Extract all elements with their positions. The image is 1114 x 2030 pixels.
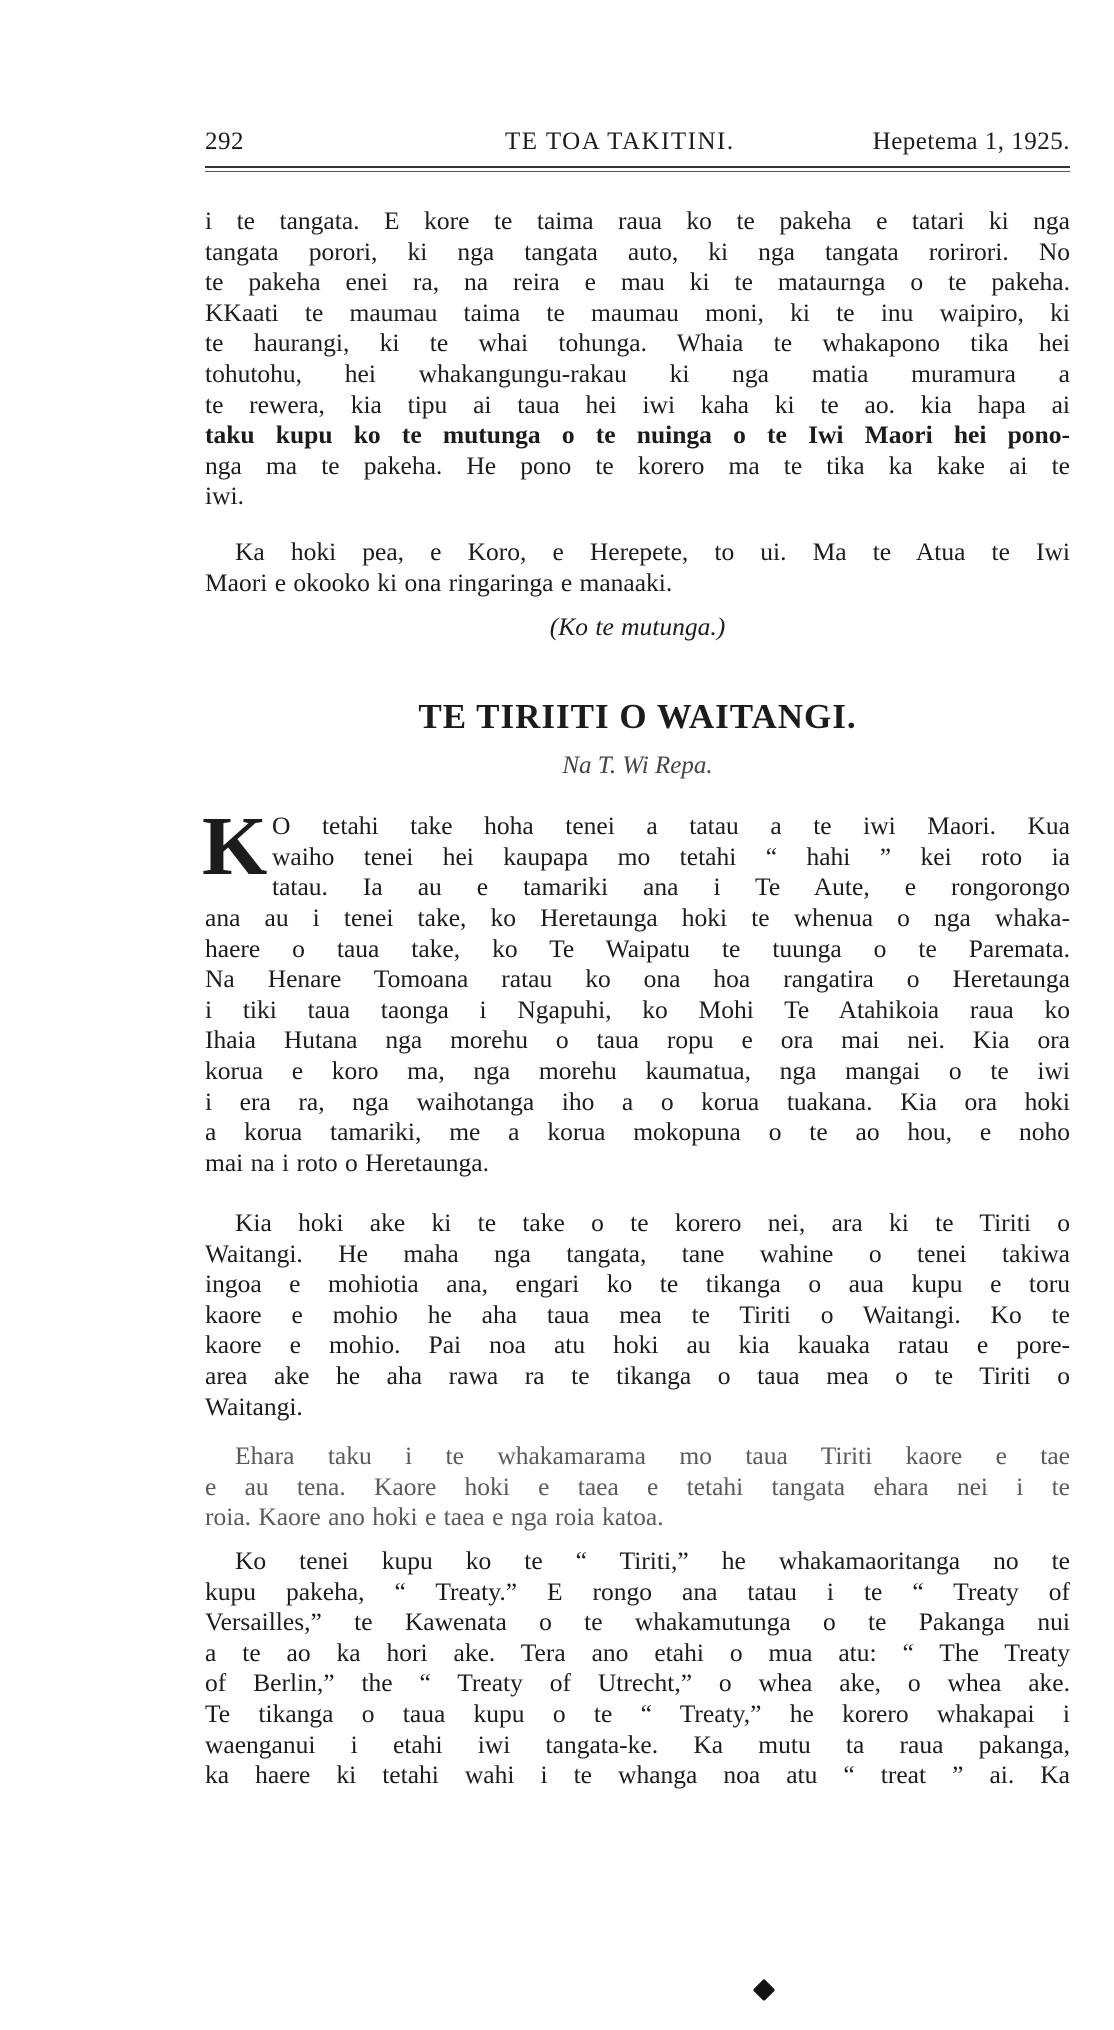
text-line: kaore e mohio he aha taua mea te Tiriti o Waitangi. Ko te <box>205 1299 1070 1329</box>
text-line: te rewera, kia tipu ai taua hei iwi kaha ki te ao. kia hapa ai <box>205 389 1070 419</box>
article2-paragraph3 <box>205 1441 1070 1533</box>
text-line: nga ma te pakeha. He pono te korero ma te tika ka kake ai te <box>205 450 1070 480</box>
text-line: roia. Kaore ano hoki e taea e nga roia katoa. <box>205 1502 664 1532</box>
text-line: KKaati te maumau taima te maumau moni, ki te inu waipiro, ki <box>205 297 1070 327</box>
header-rule-thin <box>205 171 1070 172</box>
text-line: e au tena. Kaore hoki e taea e tetahi tangata ehara nei i te <box>205 1471 1070 1501</box>
issue-date: Hepetema 1, 1925. <box>872 128 1070 155</box>
ending-note: (Ko te mutunga.) <box>549 612 726 641</box>
text-line: kupu pakeha, “ Treaty.” E rongo ana tatau i te “ Treaty of <box>205 1576 1070 1606</box>
text-line: a te ao ka hori ake. Tera ano etahi o mua atu: “ The Treaty <box>205 1637 1070 1667</box>
text-line: waiho tenei hei kaupapa mo tetahi “ hahi ” kei roto ia <box>272 841 1070 871</box>
article1-paragraph1 <box>205 206 1070 512</box>
header-rule <box>205 166 1070 168</box>
text-line: korua e koro ma, nga morehu kaumatua, nga mangai o te iwi <box>205 1055 1070 1085</box>
article-byline: Na T. Wi Repa. <box>562 752 713 779</box>
text-line: Waitangi. <box>205 1391 303 1421</box>
article2-paragraph4 <box>205 1546 1070 1791</box>
text-line: a korua tamariki, me a korua mokopuna o te ao hou, e noho <box>205 1117 1070 1147</box>
page-number: 292 <box>205 128 244 155</box>
publication-title: TE TOA TAKITINI. <box>505 128 735 155</box>
text-line: kaore e mohio. Pai noa atu hoki au kia kauaka ratau e pore- <box>205 1330 1070 1360</box>
text-line: i te tangata. E kore te taima raua ko te pakeha e tatari ki nga <box>205 206 1070 235</box>
text-line: Ehara taku i te whakamarama mo taua Tiriti kaore e tae <box>235 1441 1070 1470</box>
text-line: ingoa e mohiotia ana, engari ko te tikanga o aua kupu e toru <box>205 1269 1070 1299</box>
text-line: Ka hoki pea, e Koro, e Herepete, to ui. Ma te Atua te Iwi <box>235 537 1070 566</box>
text-line: iwi. <box>205 481 244 511</box>
page-ornament-diamond <box>753 1979 776 2002</box>
text-line: haere o taua take, ko Te Waipatu te tuunga o te Paremata. <box>205 933 1070 963</box>
article-title: TE TIRIITI O WAITANGI. <box>418 697 857 736</box>
article2-paragraph2 <box>205 1208 1070 1422</box>
text-line: te haurangi, ki te whai tohunga. Whaia te whakapono tika hei <box>205 328 1070 358</box>
text-line: tangata porori, ki nga tangata auto, ki nga tangata rorirori. No <box>205 236 1070 266</box>
text-line: taku kupu ko te mutunga o te nuinga o te Iwi Maori hei pono- <box>205 420 1070 450</box>
text-line: i era ra, nga waihotanga iho a o korua tuakana. Kia ora hoki <box>205 1086 1070 1116</box>
article2-lead <box>272 811 1070 903</box>
article1-paragraph2 <box>205 537 1070 598</box>
text-line: area ake he aha rawa ra te tikanga o taua mea o te Tiriti o <box>205 1360 1070 1390</box>
text-line: ka haere ki tetahi wahi i te whanga noa atu “ treat ” ai. Ka <box>205 1760 1070 1790</box>
drop-cap: K <box>202 800 268 893</box>
text-line: Maori e okooko ki ona ringaringa e manaaki. <box>205 567 673 597</box>
text-line: ana au i tenei take, ko Heretaunga hoki te whenua o nga whaka- <box>205 903 1070 932</box>
page-header <box>205 124 1070 164</box>
text-line: O tetahi take hoha tenei a tatau a te iwi Maori. Kua <box>272 811 1070 840</box>
text-line: Kia hoki ake ki te take o te korero nei, ara ki te Tiriti o <box>235 1208 1070 1237</box>
text-line: Waitangi. He maha nga tangata, tane wahine o tenei takiwa <box>205 1238 1070 1268</box>
text-line: Ihaia Hutana nga morehu o taua ropu e ora mai nei. Kia ora <box>205 1025 1070 1055</box>
text-line: of Berlin,” the “ Treaty of Utrecht,” o whea ake, o whea ake. <box>205 1668 1070 1698</box>
text-line: i tiki taua taonga i Ngapuhi, ko Mohi Te Atahikoia raua ko <box>205 994 1070 1024</box>
text-line: waenganui i etahi iwi tangata-ke. Ka mutu ta raua pakanga, <box>205 1729 1070 1759</box>
text-line: mai na i roto o Heretaunga. <box>205 1147 489 1177</box>
text-line: Te tikanga o taua kupu o te “ Treaty,” he korero whakapai i <box>205 1698 1070 1728</box>
text-line: Na Henare Tomoana ratau ko ona hoa rangatira o Heretaunga <box>205 964 1070 994</box>
article1-ending <box>205 612 1070 643</box>
text-line: Ko tenei kupu ko te “ Tiriti,” he whakamaoritanga no te <box>235 1546 1070 1575</box>
text-line: tohutohu, hei whakangungu-rakau ki nga matia muramura a <box>205 358 1070 388</box>
article2-paragraph1 <box>205 903 1070 1178</box>
text-line: tatau. Ia au e tamariki ana i Te Aute, e rongorongo <box>272 872 1070 902</box>
text-line: Versailles,” te Kawenata o te whakamutunga o te Pakanga nui <box>205 1607 1070 1637</box>
text-line: te pakeha enei ra, na reira e mau ki te mataurnga o te pakeha. <box>205 267 1070 297</box>
